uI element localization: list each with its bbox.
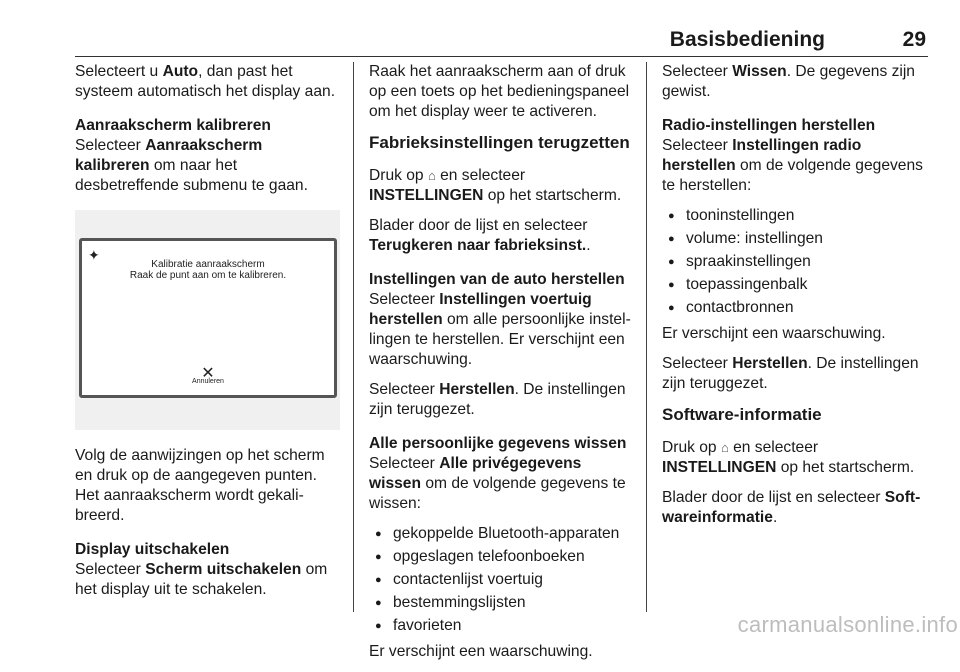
column-3: [662, 62, 928, 538]
restore-paragraph: Selecteer Herstellen. De instellingen zijn teruggezet.: [369, 381, 626, 418]
column-1: [75, 62, 340, 610]
page-header-title: Basisbediening: [669, 28, 825, 51]
display-off-section: Display uitschakelen Selecteer Scherm uitschakelen om het display uit te schakelen.: [75, 541, 328, 598]
warning-paragraph: Er verschijnt een waarschuwing.: [662, 325, 886, 342]
list-item: ● tooninstellingen: [662, 206, 928, 226]
cancel-label: Annuleren: [192, 378, 224, 385]
close-icon: ✕: [201, 365, 215, 382]
follow-paragraph: Volg de aanwijzingen op het scherm en druk op de aangegeven punten. Het aanraakscherm wordt gekalibreerd.: [75, 447, 325, 524]
vehicle-restore-section: Instellingen van de auto herstellen Selecteer Instellingen voertuig herstellen om alle persoonlijke instellingen te herstellen. Er verschijnt een waarschuwing.: [369, 271, 631, 368]
vehicle-restore-heading: Instellingen van de auto herstellen: [369, 271, 625, 288]
radio-restore-heading: Radio-instellingen herstellen: [662, 117, 876, 134]
warning-paragraph: Er verschijnt een waarschuwing.: [369, 643, 593, 660]
calibration-screen-text: Kalibratie aanraakscherm Raak de punt aan om te kalibreren.: [129, 259, 287, 281]
calibration-screen: [79, 238, 337, 398]
private-data-list: [369, 524, 634, 636]
private-data-heading: Alle persoonlijke gegevens wissen: [369, 435, 627, 452]
restore-paragraph: Selecteer Herstellen. De instellingen zijn teruggezet.: [662, 355, 919, 392]
watermark: carmanualsonline.info: [737, 612, 958, 637]
press-settings-paragraph: Druk op ⌂ en selecteer INSTELLINGEN op het startscherm.: [662, 439, 915, 476]
list-item: ● contactbronnen: [662, 298, 928, 318]
list-item: ● bestemmingslijsten: [369, 593, 634, 613]
display-off-heading: Display uitschakelen: [75, 541, 230, 558]
radio-settings-list: [662, 206, 928, 318]
list-item: ● contactenlijst voertuig: [369, 570, 634, 590]
wipe-paragraph: Selecteer Wissen. De gegevens zijn gewist.: [662, 63, 915, 100]
list-item: ● opgeslagen telefoonboeken: [369, 547, 634, 567]
home-icon: ⌂: [720, 440, 729, 455]
page-number: 29: [902, 28, 926, 51]
browse-factory-paragraph: Blader door de lijst en selecteer Terugkeren naar fabrieksinst..: [369, 217, 591, 254]
crosshair-icon: ✦: [88, 247, 100, 263]
column-divider-1: [353, 62, 354, 612]
column-divider-2: [646, 62, 647, 612]
private-data-section: Alle persoonlijke gegevens wissen Selecteer Alle privégegevens wissen om de volgende gegevens te wissen:: [369, 435, 627, 512]
calibration-screen-figure: [75, 210, 340, 430]
factory-heading: Fabrieksinstellingen terugzetten: [369, 133, 630, 152]
list-item: ● toepassingenbalk: [662, 275, 928, 295]
browse-software-paragraph: Blader door de lijst en selecteer Softwareinformatie.: [662, 489, 921, 526]
auto-paragraph: Selecteert u Auto, dan past het systeem automatisch het display aan.: [75, 63, 336, 100]
header-rule: [75, 56, 928, 57]
column-2: [369, 62, 634, 672]
home-icon: ⌂: [427, 168, 436, 183]
list-item: ● favorieten: [369, 616, 634, 636]
press-settings-paragraph: Druk op ⌂ en selecteer INSTELLINGEN op het startscherm.: [369, 167, 622, 204]
software-heading: Software-informatie: [662, 405, 822, 424]
list-item: ● volume: instellingen: [662, 229, 928, 249]
calibrate-heading: Aanraakscherm kalibreren: [75, 117, 271, 134]
list-item: ● spraakinstellingen: [662, 252, 928, 272]
calibrate-section: Aanraakscherm kalibreren Selecteer Aanraakscherm kalibreren om naar het desbetreffende submenu te gaan.: [75, 117, 308, 194]
list-item: ● gekoppelde Bluetooth-apparaten: [369, 524, 634, 544]
reactivate-paragraph: Raak het aanraakscherm aan of druk op een toets op het bedieningspaneel om het display weer te activeren.: [369, 63, 630, 120]
radio-restore-section: Radio-instellingen herstellen Selecteer Instellingen radio herstellen om de volgende gegevens te herstellen:: [662, 117, 923, 194]
